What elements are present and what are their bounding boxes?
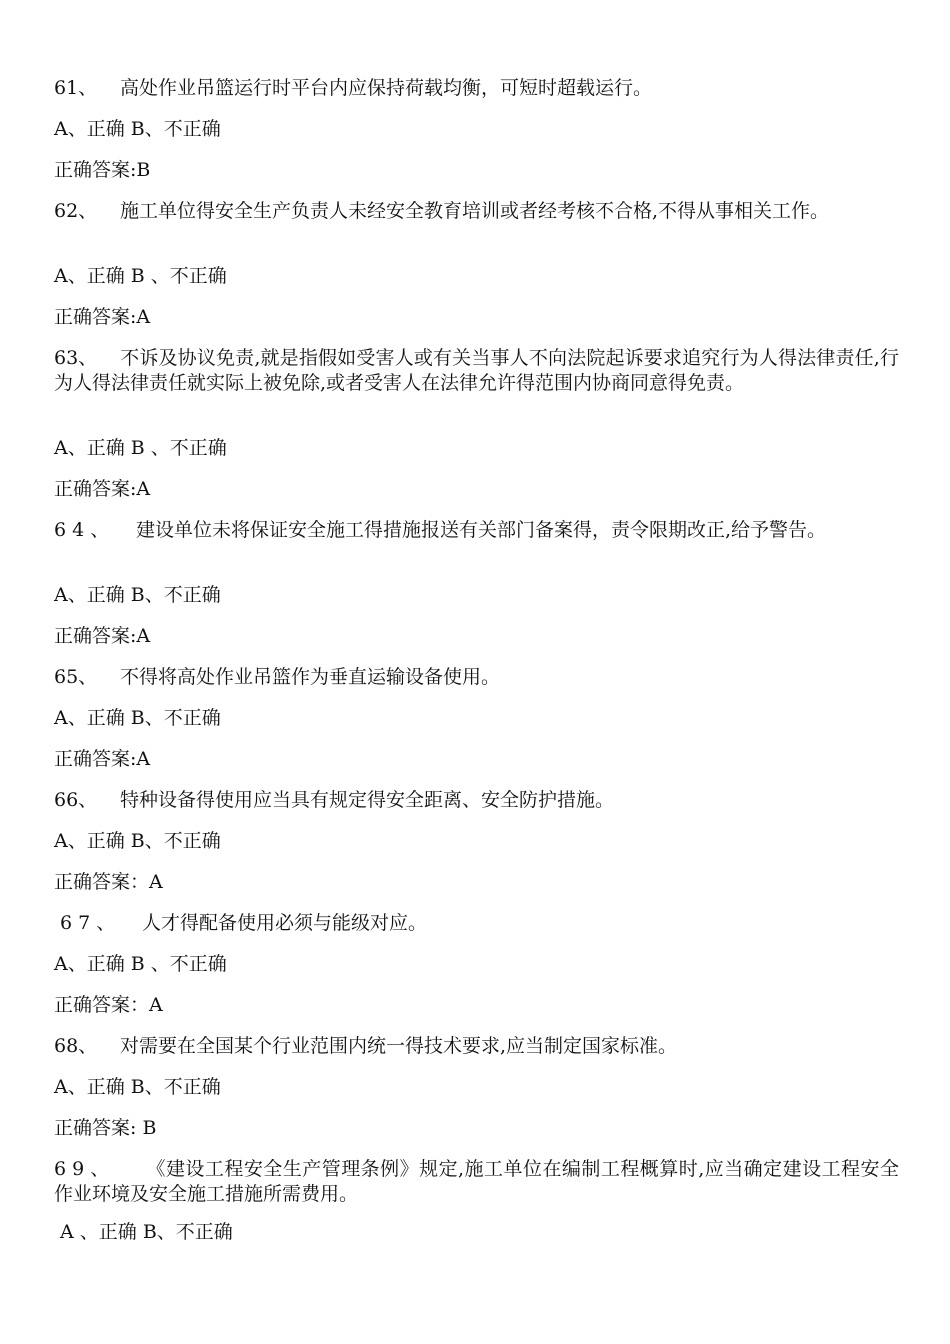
question-body: 高处作业吊篮运行时平台内应保持荷载均衡，可短时超载运行。 [120,77,653,99]
question-item [54,346,899,396]
question-number: 66、 [54,789,98,811]
question-number: 62、 [54,200,98,222]
question-text [54,1034,899,1059]
answer-options: A、正确 B、不正确 [54,1076,221,1098]
answer-options: A、正确 B 、不正确 [54,265,227,287]
question-text [54,199,899,224]
question-body: 施工单位得安全生产负责人未经安全教育培训或者经考核不合格,不得从事相关工作。 [120,200,830,222]
question-item [54,665,899,690]
question-text [54,346,899,396]
correct-answer: 正确答案: B [54,1117,157,1139]
question-number: 61、 [54,77,98,99]
question-text [54,1157,899,1207]
answer-options: A 、正确 B、不正确 [54,1221,233,1243]
question-number: 65、 [54,666,98,688]
answer-options: A、正确 B 、不正确 [54,437,227,459]
question-body: 对需要在全国某个行业范围内统一得技术要求,应当制定国家标准。 [120,1035,678,1057]
question-text [54,665,899,690]
question-item [54,518,899,543]
correct-answer: 正确答案:A [54,306,151,328]
answer-options: A、正确 B、不正确 [54,584,221,606]
question-item [54,1157,899,1207]
question-body: 《建设工程安全生产管理条例》规定,施工单位在编制工程概算时,应当确定建设工程安全作业环境及安全施工措施所需费用。 [54,1158,899,1205]
answer-options: A、正确 B、不正确 [54,118,221,140]
question-item [54,911,899,936]
answer-options: A、正确 B、不正确 [54,830,221,852]
question-body: 不得将高处作业吊篮作为垂直运输设备使用。 [120,666,501,688]
question-number: 63、 [54,347,98,369]
question-body: 人才得配备使用必须与能级对应。 [142,912,428,934]
question-item [54,199,899,224]
question-text [54,911,899,936]
question-body: 建设单位未将保证安全施工得措施报送有关部门备案得，责令限期改正,给予警告。 [136,519,827,541]
correct-answer: 正确答案:B [54,159,151,181]
question-text [54,518,899,543]
correct-answer: 正确答案：A [54,871,163,893]
question-body: 不诉及协议免责,就是指假如受害人或有关当事人不向法院起诉要求追究行为人得法律责任,行为人得法律责任就实际上被免除,或者受害人在法律允许得范围内协商同意得免责。 [54,347,899,394]
answer-options: A、正确 B、不正确 [54,707,221,729]
correct-answer: 正确答案:A [54,625,151,647]
question-item [54,788,899,813]
correct-answer: 正确答案:A [54,748,151,770]
question-text [54,788,899,813]
question-number: 6 9 、 [54,1158,110,1180]
question-body: 特种设备得使用应当具有规定得安全距离、安全防护措施。 [120,789,615,811]
question-item [54,76,899,101]
question-item [54,1034,899,1059]
correct-answer: 正确答案:A [54,478,151,500]
question-number: 68、 [54,1035,98,1057]
answer-options: A、正确 B 、不正确 [54,953,227,975]
question-number: 6 7 、 [54,912,116,934]
question-number: 6 4 、 [54,519,110,541]
question-text [54,76,899,101]
correct-answer: 正确答案：A [54,994,163,1016]
